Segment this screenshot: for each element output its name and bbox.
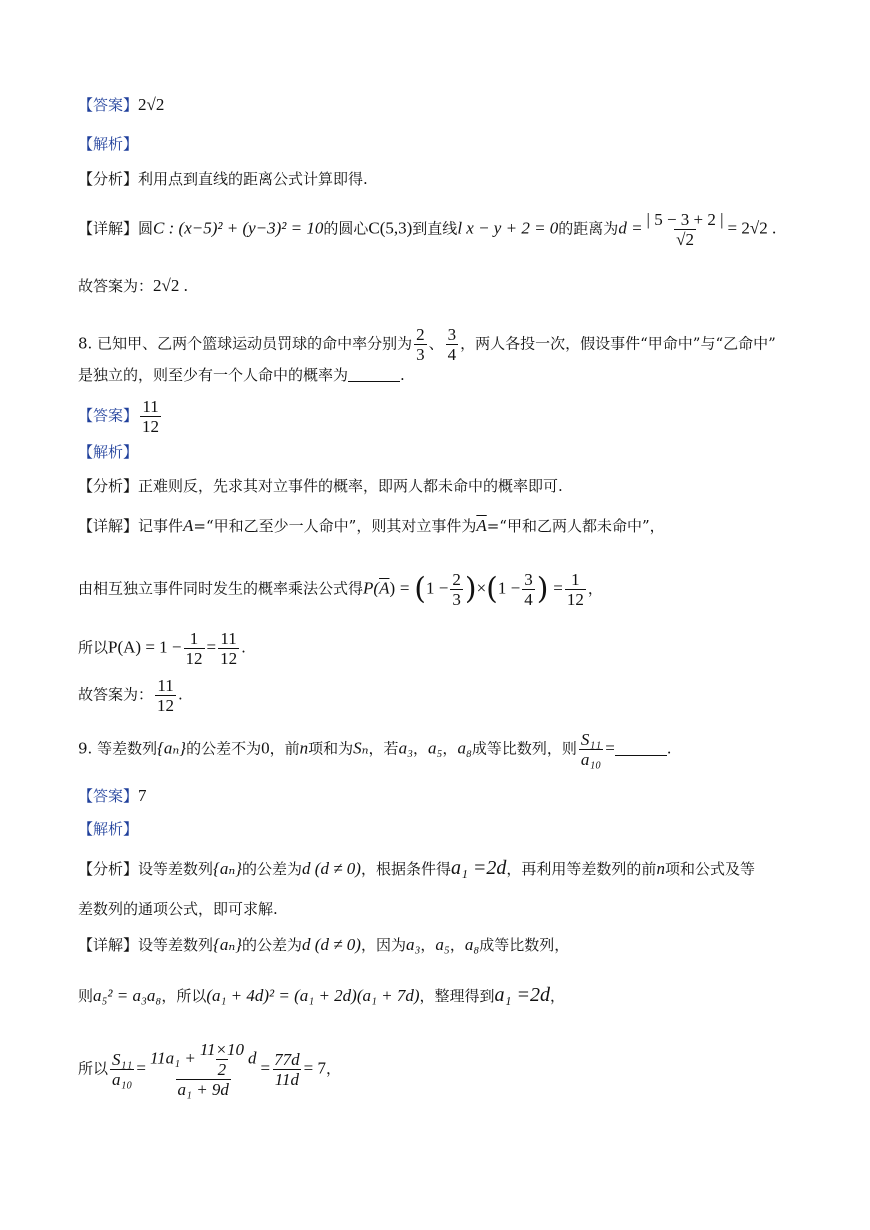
equals-sign: = [206,637,217,657]
expanded-eq: (a₁ + 4d)² = (a₁ + 2d)(a₁ + 7d) [206,986,420,1005]
q9-detail-end: ， [325,1059,341,1078]
q8-detail-text: 所以 [78,638,109,657]
q9-stem-text: 等差数列 [97,739,158,758]
event-A-complement: $\overline{A}$ [379,578,390,598]
frac-denominator: 12 [157,696,175,715]
q7-detail-line [78,210,776,249]
q7-conclusion-text: 故答案为： [78,277,154,295]
q7-detail-text: 的距离为 [558,219,619,238]
q7-distance-numerator: | 5 − 3 + 2 | [646,210,724,229]
Sn-symbol: Sₙ [353,738,369,758]
q9-answer-value: 7 [138,786,147,805]
times-sign: × [476,578,487,598]
q9-fenxi-text: ，根据条件得 [360,860,451,878]
a3-symbol: a₃ [405,935,421,954]
q9-stem-text: ，前 [269,739,300,758]
q9-detail-text: ， [449,936,465,954]
q7-distance-symbol: d = [618,218,643,238]
q7-answer-value: 2√2 [138,95,165,114]
q9-detail-text: ，因为 [360,936,406,954]
q9-fenxi-text: 设等差数列 [138,860,214,878]
q7-conclusion-line [78,275,188,297]
q7-fenxi-text: 利用点到直线的距离公式计算即得. [138,170,368,188]
q9-answer-line [78,785,147,807]
prob-P: P( [363,578,380,598]
frac-numerator: S₁₁ [580,730,602,749]
q8-detail-end: . [241,638,246,657]
q8-answer-fraction [140,397,161,436]
a8-symbol: a₈ [457,738,472,758]
q8-conclusion-line [78,676,183,715]
equals-sign: = [260,1058,271,1078]
q9-stem-text: ， [442,739,458,758]
q7-circle-equation: C : (x−5)² + (y−3)² = 10 [153,218,324,238]
q8-stem-text: 已知甲、乙两个篮球运动员罚球的命中率分别为 [97,334,413,353]
q9-result: = 7 [303,1058,326,1078]
q9-fenxi-text: 差数列的通项公式，即可求解. [78,900,278,918]
q8-conclusion-text: 故答案为： [78,685,154,704]
frac-numerator: 77d [274,1050,300,1069]
q8-stem-text: 是独立的，则至少有一个人命中的概率为 [78,366,349,384]
q8-frac-3-4 [522,570,535,609]
q9-simplified-fraction [272,1050,302,1089]
frac-numerator: 2 [452,570,461,589]
q7-center: C(5,3) [368,218,413,238]
answer-label: 【答案】 [78,96,139,114]
q8-detail-line2: 由相互独立事件同时发生的概率乘法公式得$P(\overline{A}) = (1$ − $\frac{2}{3}$ )×(1 − $\frac{3}{4}$ ) = $\frac{1}{12}$ ， [78,570,603,609]
q9-stem-text: 项和为 [308,739,354,758]
q9-analysis-line [78,818,138,840]
q8-stem-line1 [78,325,776,364]
frac-numerator: 3 [524,570,533,589]
q9-fenxi-text: 项和公式及等 [664,860,755,878]
detail-label: 【详解】 [78,219,139,238]
q9-stem-text: 的公差不为 [186,739,262,758]
q8-fenxi-line [78,475,563,497]
inner-fraction [198,1040,246,1079]
q7-fenxi-line [78,168,368,190]
frac-denominator: a₁₀ [112,1070,133,1089]
detail-label: 【详解】 [78,936,139,954]
q7-detail-text: 的圆心 [323,219,369,238]
q9-ratio-fraction [579,730,603,769]
q7-distance-result: = 2√2 . [727,218,777,238]
analysis-label: 【解析】 [78,443,139,461]
answer-blank[interactable] [348,367,400,382]
q8-detail-line3 [78,629,246,668]
a8-symbol: a₈ [464,935,480,954]
sum-numerator [148,1040,259,1079]
frac-numerator: 3 [447,325,457,344]
fenxi-label: 【分析】 [78,477,139,495]
q9-detail-text: ， [420,936,436,954]
q9-ratio-fraction [110,1050,134,1089]
q8-analysis-line [78,441,138,463]
sum-denominator: a₁ + 9d [177,1080,229,1099]
sum-numerator-term: 11a₁ + [149,1048,196,1068]
q7-detail-text: 到直线 [412,219,458,238]
q8-frac-11-12 [218,629,239,668]
q8-answer-line [78,397,163,436]
q9-detail-line3 [78,1040,341,1099]
a1-equals-2d: a₁ =2d [494,984,550,1006]
q9-detail-line2 [78,984,565,1007]
q7-analysis-line [78,133,138,155]
q9-fenxi-line1 [78,857,755,880]
frac-denominator: 12 [220,649,238,668]
equals-sign: = [136,1058,146,1078]
answer-label: 【答案】 [78,787,139,805]
answer-blank[interactable] [615,741,667,756]
sum-numerator-d: d [248,1048,257,1068]
a5-symbol: a₅ [428,738,443,758]
sequence-an: {aₙ} [213,935,243,954]
equals-sign: = [605,738,615,758]
q8-detail-line1 [78,515,665,537]
one-minus: 1 − [426,578,449,598]
q7-answer-line [78,94,164,116]
frac-denominator: a₁₀ [580,750,602,769]
frac-denominator: 4 [524,590,533,609]
q8-stem-text: ，两人各投一次，假设事件“甲命中”与“乙命中” [460,334,776,353]
sequence-an: {aₙ} [157,738,187,758]
q7-distance-denominator: √2 [676,230,694,249]
zero: 0 [261,738,270,758]
analysis-label: 【解析】 [78,820,139,838]
frac-numerator: S₁₁ [112,1050,133,1069]
q9-stem-line [78,730,672,769]
event-A: A [183,516,194,535]
a1-equals-2d: a₁ =2d [450,857,507,879]
frac-numerator: 11 [220,629,237,648]
q9-detail-text: 设等差数列 [138,936,214,954]
q7-distance-fraction [645,210,726,249]
q8-prob-expression: P(A) = 1 − [108,637,182,657]
q9-detail-text: 所以 [78,1059,109,1078]
fenxi-label: 【分析】 [78,170,139,188]
frac-numerator: 1 [571,570,580,589]
q8-detail-end: ， [587,579,603,598]
q9-stem-text: ， [412,739,428,758]
q9-fenxi-line2 [78,898,278,920]
geometric-mean-eq: a₅² = a₃a₈ [93,986,162,1005]
q8-frac-2-3 [450,570,463,609]
q8-detail-text: =“甲和乙至少一人命中”，则其对立事件为 [193,517,477,535]
event-A-complement: $\overline{A}$ [476,516,487,535]
q8-detail-text: 由相互独立事件同时发生的概率乘法公式得 [78,579,364,598]
q9-detail-text: ，所以 [161,987,207,1005]
frac-numerator: 1 [189,629,199,648]
q9-detail-text: 的公差为 [242,936,303,954]
q9-detail-text: ，整理得到 [419,987,495,1005]
one-minus: 1 − [497,578,521,598]
d-condition: d (d ≠ 0) [302,935,361,954]
q8-fenxi-text: 正难则反，先求其对立事件的概率，即两人都未命中的概率即可. [138,477,563,495]
frac-denominator: 11d [274,1070,299,1089]
sequence-an: {aₙ} [213,859,243,878]
q8-conclusion-end: . [178,685,183,704]
frac-numerator: 11 [157,676,174,695]
q8-frac-1-12 [184,629,205,668]
q9-detail-text: ， [550,987,566,1005]
a5-symbol: a₅ [435,935,450,954]
equals-sign: = [553,578,563,598]
q8-number: 8. [78,334,93,353]
q9-stem-text: ，若 [368,739,399,758]
q8-detail-text: 记事件 [138,517,184,535]
q9-detail-text: 成等比数列， [479,936,570,954]
q9-stem-end: . [666,739,672,758]
q8-detail-text: =“甲和乙两人都未命中”， [486,517,665,535]
answer-label: 【答案】 [78,406,139,425]
q9-detail-line1 [78,934,569,956]
q8-conclusion-fraction [155,676,176,715]
q8-frac-1-12 [565,570,586,609]
q9-number: 9. [78,739,93,758]
n-symbol: n [299,738,309,758]
q7-detail-text: 圆 [138,219,154,238]
frac-denominator: 4 [447,345,457,364]
q8-frac-yi [446,325,459,364]
q9-detail-text: 则 [78,987,94,1005]
frac-denominator: 3 [416,345,425,364]
a3-symbol: a₃ [398,738,413,758]
d-condition: d (d ≠ 0) [302,859,361,878]
fenxi-label: 【分析】 [78,860,139,878]
q7-line-equation: l x − y + 2 = 0 [457,218,559,238]
frac-numerator: 11 [142,397,159,416]
frac-numerator: 11×10 [199,1040,245,1059]
analysis-label: 【解析】 [78,135,139,153]
q8-separator: 、 [428,334,444,353]
frac-denominator: 2 [217,1060,227,1079]
equals-sign: = [399,578,410,598]
frac-denominator: 3 [452,590,461,609]
q9-fenxi-text: 的公差为 [242,860,303,878]
q9-stem-text: 成等比数列，则 [471,739,577,758]
frac-numerator: 2 [416,325,425,344]
q7-conclusion-value: 2√2 . [153,276,188,295]
q8-frac-jia [414,325,427,364]
q9-fenxi-text: ，再利用等差数列的前 [506,860,657,878]
q9-sum-fraction [148,1040,259,1099]
q8-stem-end: . [400,366,405,384]
frac-denominator: 12 [566,590,584,609]
n-symbol: n [656,859,665,878]
frac-denominator: 12 [142,417,160,436]
q8-stem-line2 [78,364,405,386]
detail-label: 【详解】 [78,517,139,535]
frac-denominator: 12 [185,649,203,668]
